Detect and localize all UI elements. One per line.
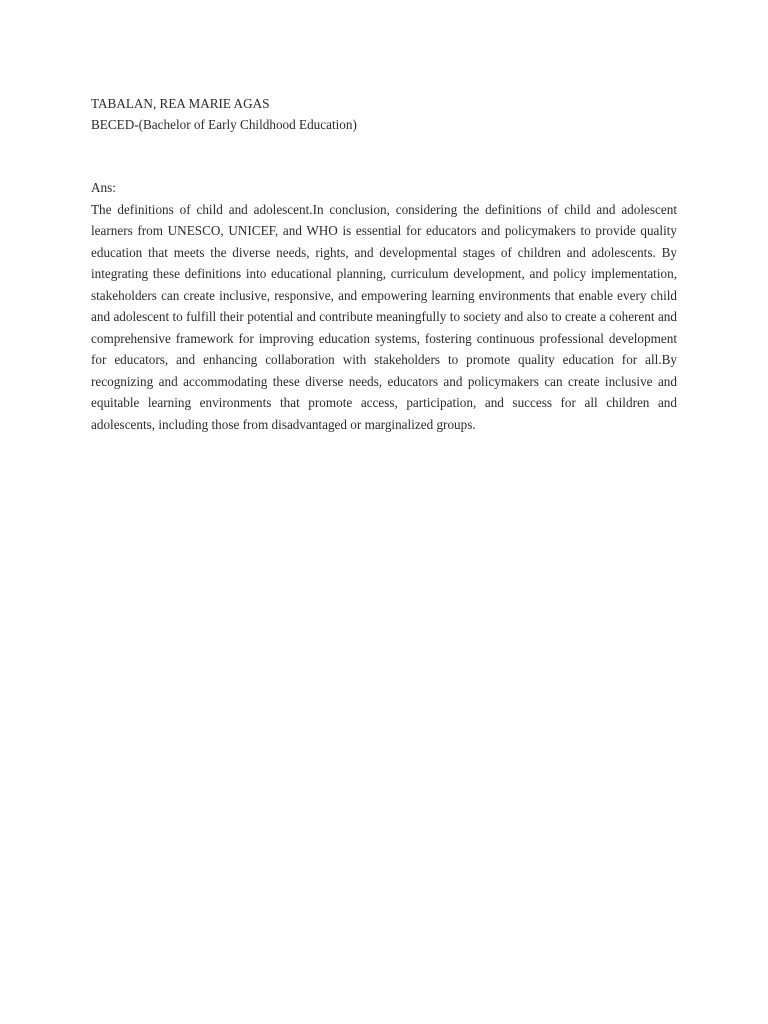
- document-header: [91, 93, 681, 135]
- answer-paragraph: The definitions of child and adolescent.In conclusion, considering the definitions of child and adolescent learners from UNESCO, UNICEF, and WHO is essential for educators and policymakers to provide quality education that meets the diverse needs, rights, and developmental stages of children and adolescents. By integrating these definitions into educational planning, curriculum development, and policy implementation, stakeholders can create inclusive, responsive, and empowering learning environments that enable every child and adolescent to fulfill their potential and contribute meaningfully to society and also to create a coherent and comprehensive framework for improving education systems, fostering continuous professional development for educators, and enhancing collaboration with stakeholders to promote quality education for all.By recognizing and accommodating these diverse needs, educators and policymakers can create inclusive and equitable learning environments that promote access, participation, and success for all children and adolescents, including those from disadvantaged or marginalized groups.: [91, 201, 677, 432]
- author-name: TABALAN, REA MARIE AGAS: [91, 96, 270, 111]
- program-name: BECED-(Bachelor of Early Childhood Education): [91, 117, 357, 132]
- answer-section: [91, 177, 677, 435]
- answer-label: Ans:: [91, 180, 116, 195]
